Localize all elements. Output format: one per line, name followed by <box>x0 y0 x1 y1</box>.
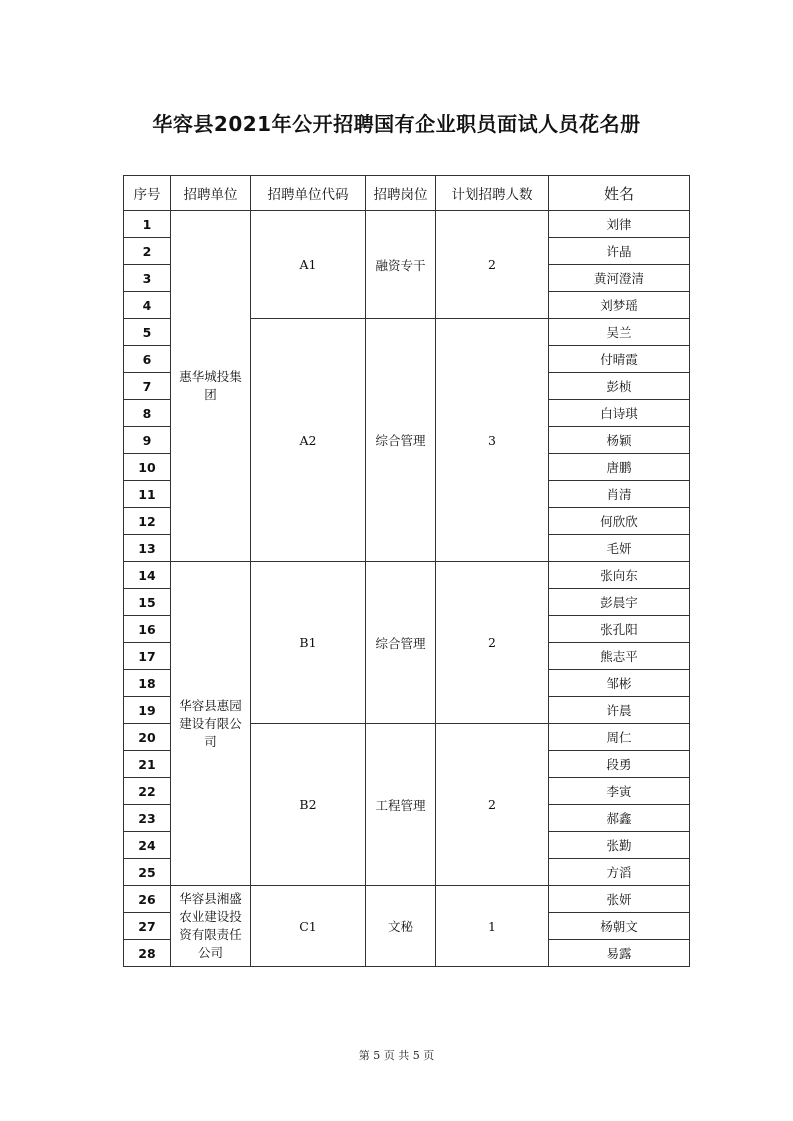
unit-name: 华容县惠园建设有限公司 <box>179 697 242 749</box>
name-cell: 易露 <box>549 940 690 967</box>
seq-cell: 8 <box>124 400 171 427</box>
name-cell: 方滔 <box>549 859 690 886</box>
name-cell: 周仁 <box>549 724 690 751</box>
seq-cell: 1 <box>124 211 171 238</box>
seq-cell: 12 <box>124 508 171 535</box>
seq-cell: 2 <box>124 238 171 265</box>
header-code: 招聘单位代码 <box>251 176 366 211</box>
plan-count-cell: 2 <box>436 562 549 724</box>
seq-cell: 24 <box>124 832 171 859</box>
plan-count-cell: 2 <box>436 211 549 319</box>
name-cell: 刘梦瑶 <box>549 292 690 319</box>
seq-cell: 4 <box>124 292 171 319</box>
page-footer: 第 5 页 共 5 页 <box>358 1049 435 1062</box>
unit-name: 华容县湘盛农业建设投资有限责任公司 <box>179 891 242 960</box>
unit-name: 惠华城投集团 <box>179 369 242 402</box>
seq-cell: 10 <box>124 454 171 481</box>
plan-count-cell: 1 <box>436 886 549 967</box>
roster-table <box>123 175 690 967</box>
header-count: 计划招聘人数 <box>436 176 549 211</box>
seq-cell: 13 <box>124 535 171 562</box>
seq-cell: 26 <box>124 886 171 913</box>
seq-cell: 16 <box>124 616 171 643</box>
unit-code-cell: B1 <box>251 562 366 724</box>
seq-cell: 18 <box>124 670 171 697</box>
seq-cell: 25 <box>124 859 171 886</box>
header-name: 姓名 <box>549 176 690 211</box>
name-cell: 段勇 <box>549 751 690 778</box>
seq-cell: 6 <box>124 346 171 373</box>
post-cell: 工程管理 <box>366 724 436 886</box>
name-cell: 毛妍 <box>549 535 690 562</box>
table-row <box>124 562 690 589</box>
seq-cell: 14 <box>124 562 171 589</box>
name-cell: 张妍 <box>549 886 690 913</box>
name-cell: 杨颖 <box>549 427 690 454</box>
post-cell: 融资专干 <box>366 211 436 319</box>
unit-cell <box>171 562 251 886</box>
name-cell: 付晴霞 <box>549 346 690 373</box>
unit-cell <box>171 886 251 967</box>
post-cell: 文秘 <box>366 886 436 967</box>
name-cell: 李寅 <box>549 778 690 805</box>
seq-cell: 20 <box>124 724 171 751</box>
name-cell: 杨朝文 <box>549 913 690 940</box>
name-cell: 张勤 <box>549 832 690 859</box>
name-cell: 许晨 <box>549 697 690 724</box>
name-cell: 肖清 <box>549 481 690 508</box>
seq-cell: 22 <box>124 778 171 805</box>
unit-code-cell: C1 <box>251 886 366 967</box>
name-cell: 彭晨宇 <box>549 589 690 616</box>
name-cell: 许晶 <box>549 238 690 265</box>
name-cell: 张孔阳 <box>549 616 690 643</box>
seq-cell: 11 <box>124 481 171 508</box>
unit-code-cell: B2 <box>251 724 366 886</box>
seq-cell: 19 <box>124 697 171 724</box>
seq-cell: 9 <box>124 427 171 454</box>
document-title: 华容县2021年公开招聘国有企业职员面试人员花名册 <box>152 112 641 136</box>
seq-cell: 3 <box>124 265 171 292</box>
seq-cell: 5 <box>124 319 171 346</box>
header-post: 招聘岗位 <box>366 176 436 211</box>
name-cell: 唐鹏 <box>549 454 690 481</box>
seq-cell: 17 <box>124 643 171 670</box>
name-cell: 张向东 <box>549 562 690 589</box>
unit-cell <box>171 211 251 562</box>
seq-cell: 21 <box>124 751 171 778</box>
seq-cell: 23 <box>124 805 171 832</box>
table-row <box>124 886 690 913</box>
name-cell: 郝鑫 <box>549 805 690 832</box>
header-seq: 序号 <box>124 176 171 211</box>
seq-cell: 27 <box>124 913 171 940</box>
table-row <box>124 211 690 238</box>
post-cell: 综合管理 <box>366 319 436 562</box>
unit-code-cell: A1 <box>251 211 366 319</box>
name-cell: 刘律 <box>549 211 690 238</box>
seq-cell: 7 <box>124 373 171 400</box>
plan-count-cell: 3 <box>436 319 549 562</box>
name-cell: 何欣欣 <box>549 508 690 535</box>
header-row <box>124 176 690 211</box>
name-cell: 熊志平 <box>549 643 690 670</box>
seq-cell: 28 <box>124 940 171 967</box>
post-cell: 综合管理 <box>366 562 436 724</box>
name-cell: 黄河澄清 <box>549 265 690 292</box>
name-cell: 白诗琪 <box>549 400 690 427</box>
plan-count-cell: 2 <box>436 724 549 886</box>
name-cell: 彭桢 <box>549 373 690 400</box>
unit-code-cell: A2 <box>251 319 366 562</box>
roster-body <box>124 211 690 967</box>
seq-cell: 15 <box>124 589 171 616</box>
name-cell: 邹彬 <box>549 670 690 697</box>
name-cell: 吴兰 <box>549 319 690 346</box>
header-unit: 招聘单位 <box>171 176 251 211</box>
